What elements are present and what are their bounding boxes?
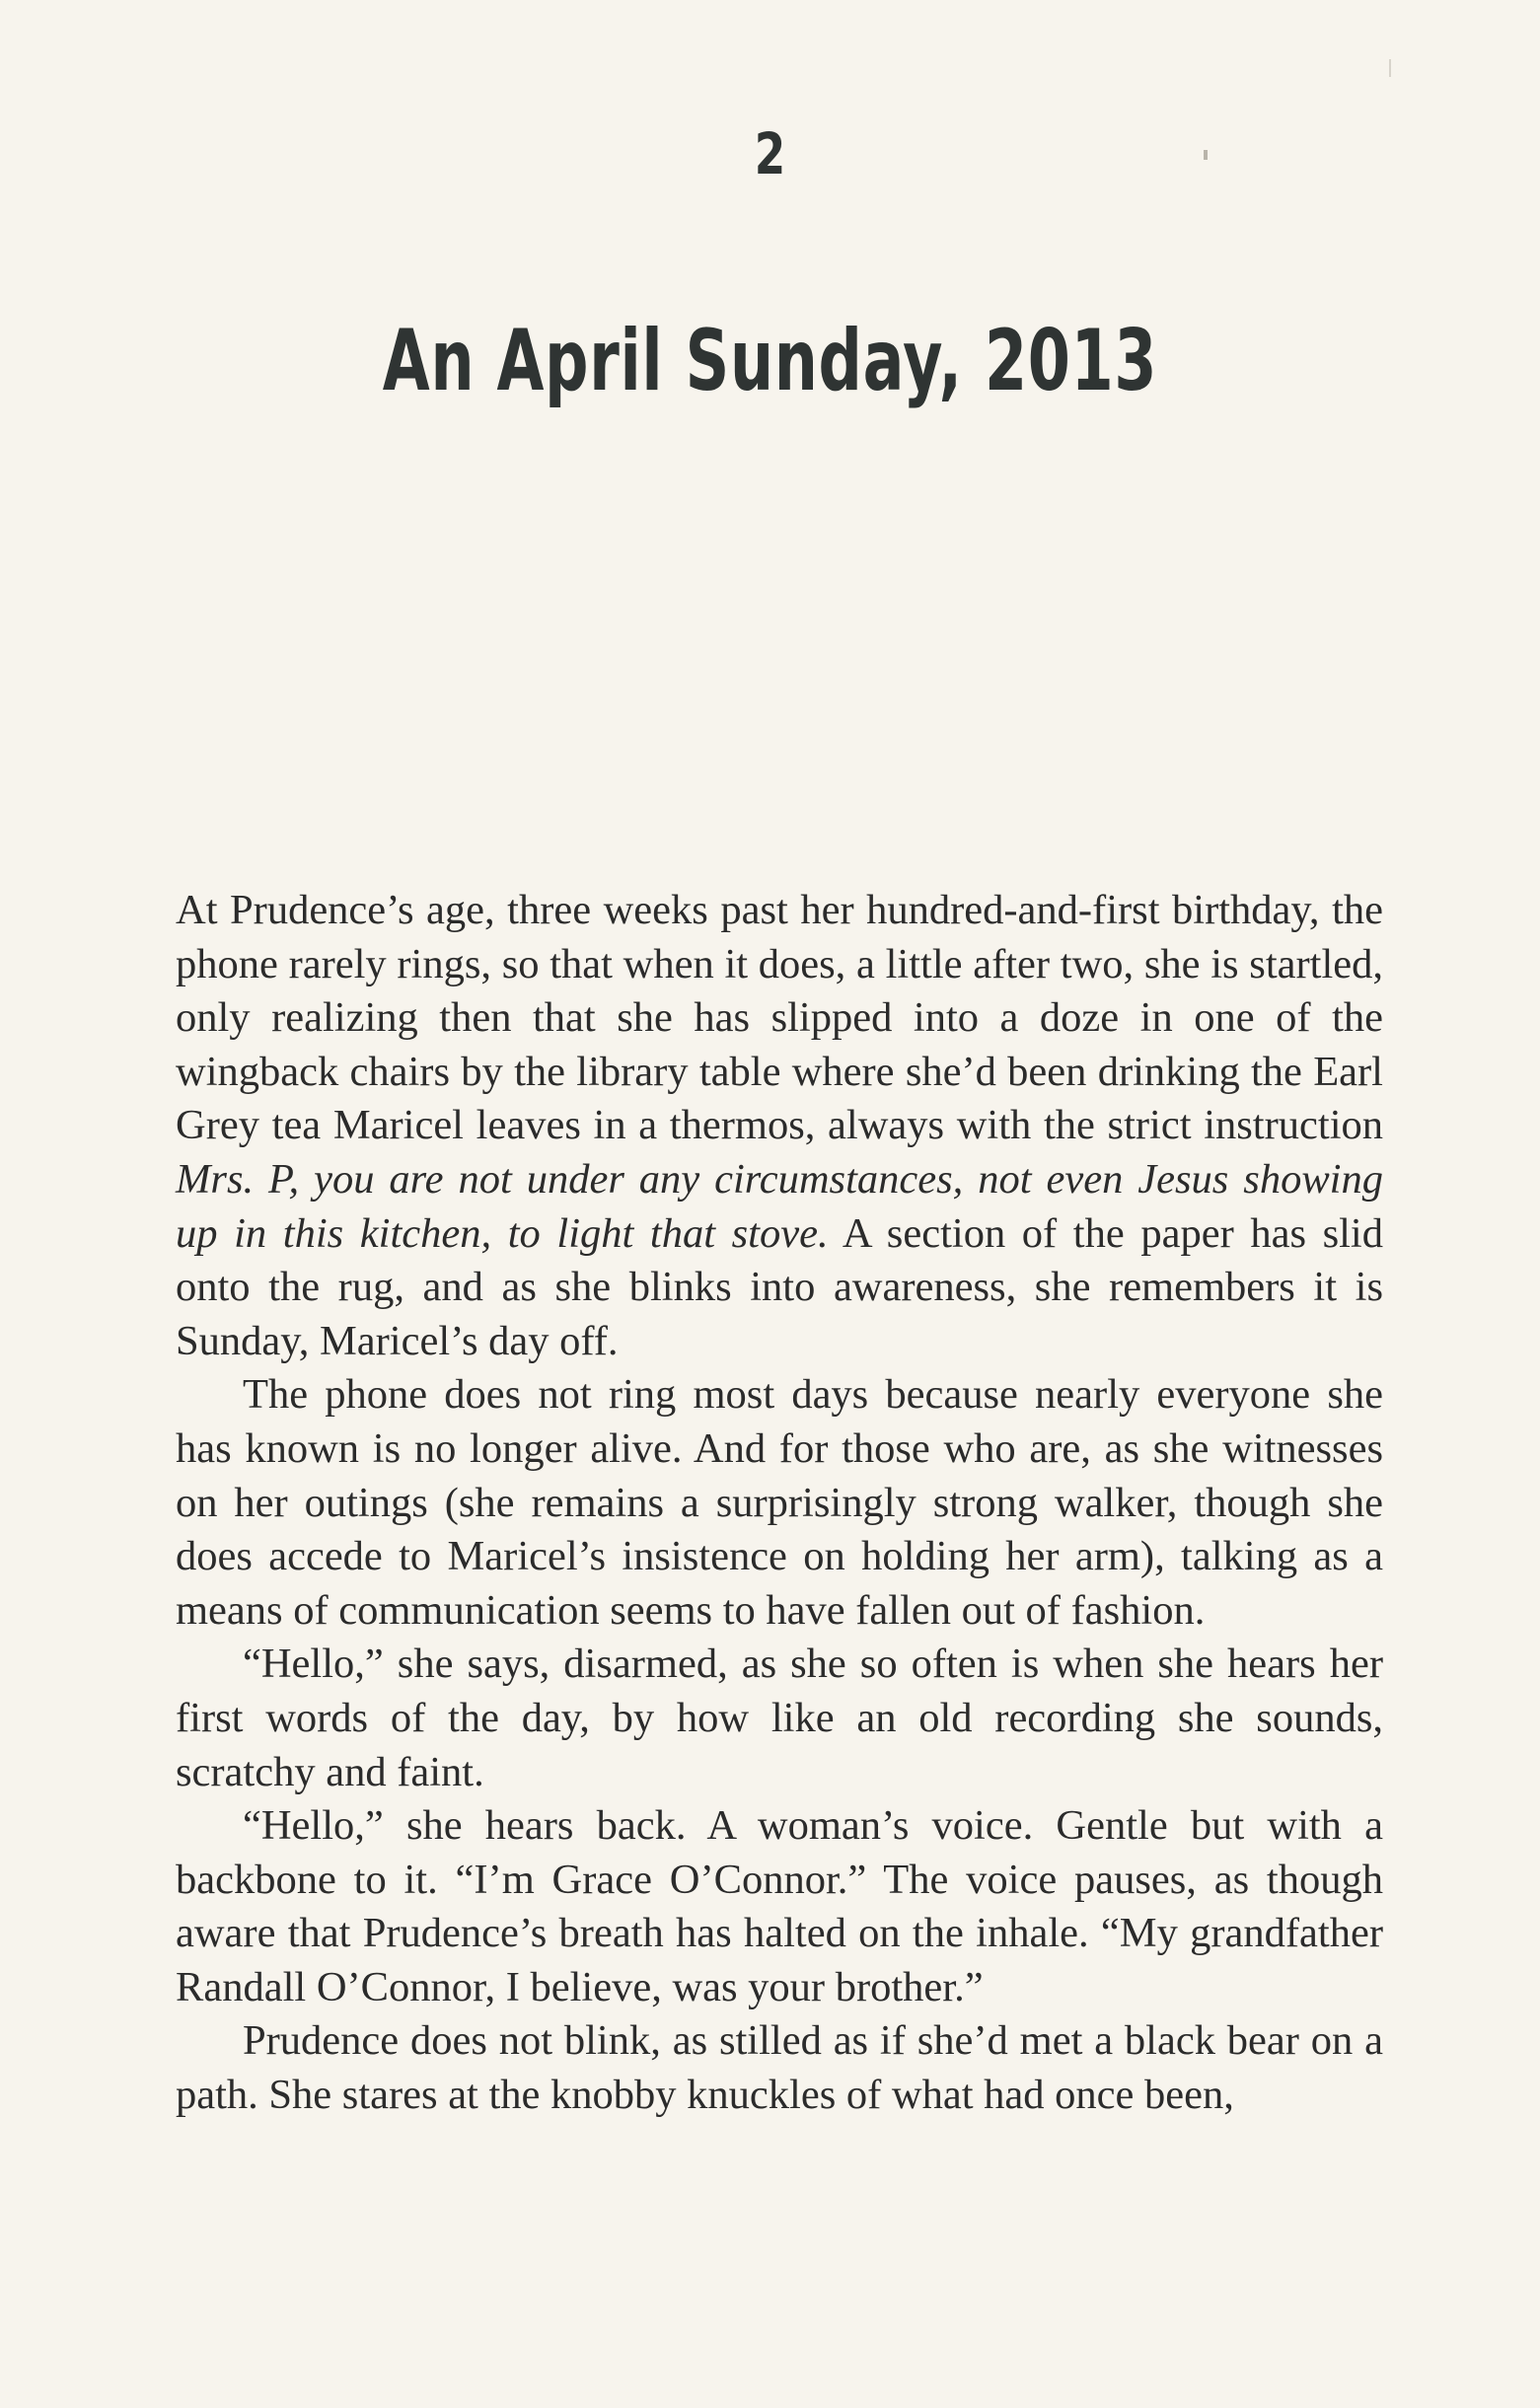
paragraph	[176, 884, 1383, 1368]
chapter-title: An April Sunday, 2013	[382, 312, 1158, 410]
italic-instruction: Mrs. P, you are not under any circumstances, not even Jesus showing up in this kitchen, to light that stove.	[176, 1155, 1383, 1257]
paragraph: “Hello,” she hears back. A woman’s voice. Gentle but with a backbone to it. “I’m Grace O’Connor.” The voice pauses, as though aware that Prudence’s breath has halted on the inhale. “My grandfather Randall O’Connor, I believe, was your brother.”	[176, 1802, 1383, 2010]
paper-speck	[1389, 59, 1391, 77]
paragraph-text: A section of the paper has slid onto the rug, and as she blinks into awareness, she remembers it is Sunday, Maricel’s day off.	[176, 1209, 1383, 1364]
chapter-number: 2	[754, 120, 786, 187]
paragraph: “Hello,” she says, disarmed, as she so often is when she hears her first words of the day, by how like an old recording she sounds, scratchy and faint.	[176, 1641, 1383, 1795]
paragraph: The phone does not ring most days because nearly everyone she has known is no longer alive. And for those who are, as she witnesses on her outings (she remains a surprisingly strong walker, though she does accede to Maricel’s insistence on holding her arm), talking as a means of communication seems to have fallen out of fashion.	[176, 1371, 1383, 1634]
body-text	[176, 884, 1383, 2123]
paragraph: Prudence does not blink, as stilled as if she’d met a black bear on a path. She stares at the knobby knuckles of what had once been,	[176, 2017, 1383, 2119]
paragraph-text: At Prudence’s age, three weeks past her hundred-and-first birthday, the phone rarely rings, so that when it does, a little after two, she is startled, only realizing then that she has slipped into a doze in one of the wingback chairs by the library table where she’d been drinking the Earl Grey tea Maricel leaves in a thermos, always with the strict instruction	[176, 887, 1383, 1149]
